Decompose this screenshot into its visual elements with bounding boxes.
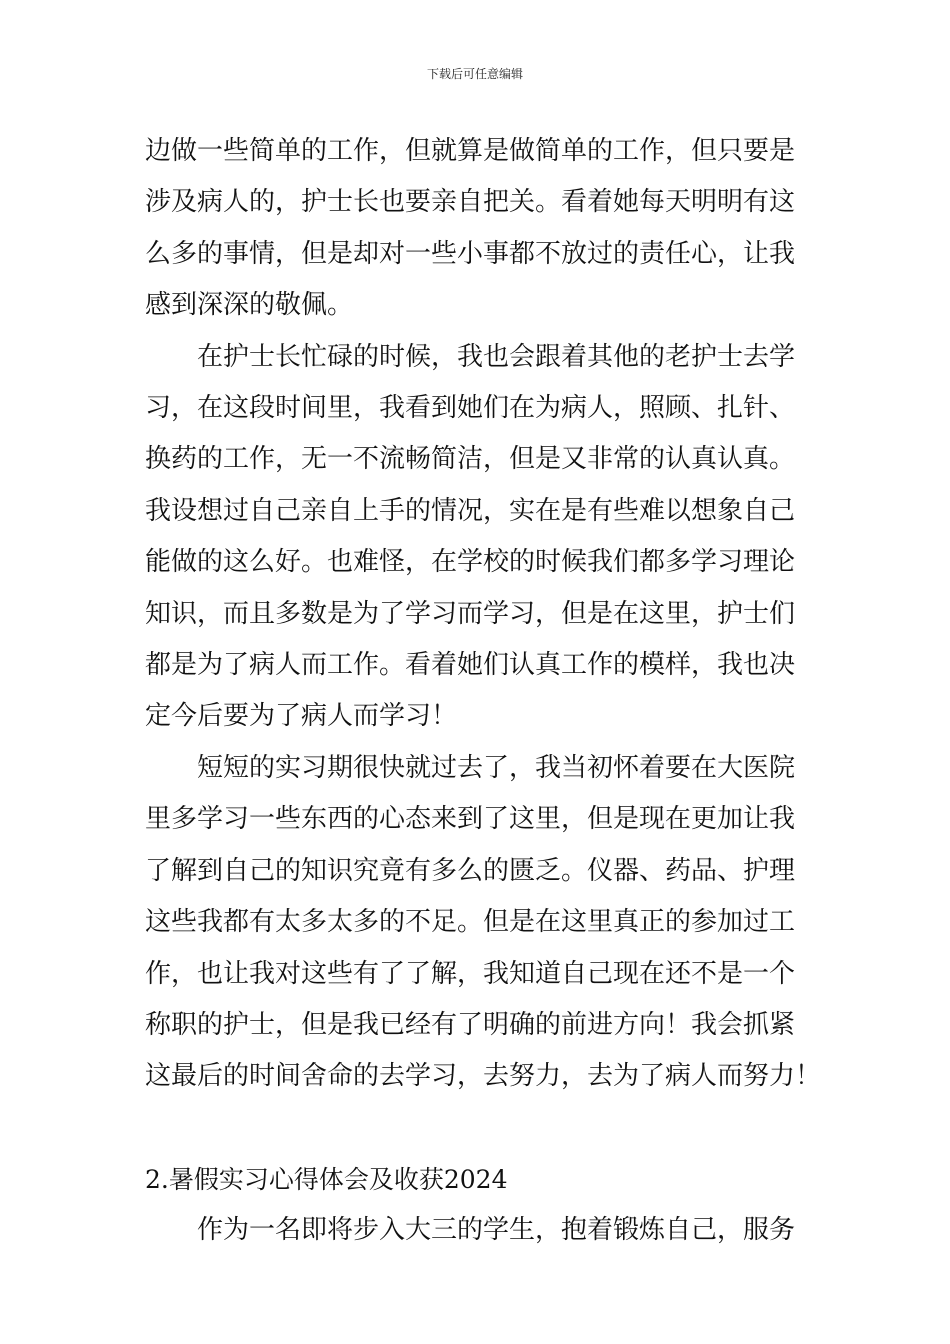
text-line: 了解到自己的知识究竟有多么的匮乏。仪器、药品、护理	[145, 855, 796, 886]
text-line: 作，也让我对这些有了了解，我知道自己现在还不是一个	[145, 958, 796, 989]
text-line: 称职的护士，但是我已经有了明确的前进方向！我会抓紧	[145, 1009, 796, 1040]
text-line: 涉及病人的，护士长也要亲自把关。看着她每天明明有这	[145, 187, 796, 218]
section-heading: 2.暑假实习心得体会及收获2024	[145, 1164, 508, 1194]
text-line: 短短的实习期很快就过去了，我当初怀着要在大医院	[197, 752, 796, 783]
text-line: 边做一些简单的工作，但就算是做简单的工作，但只要是	[145, 136, 796, 166]
text-line: 里多学习一些东西的心态来到了这里，但是现在更加让我	[145, 804, 796, 835]
text-line: 么多的事情，但是却对一些小事都不放过的责任心，让我	[145, 238, 796, 269]
text-line: 习，在这段时间里，我看到她们在为病人，照顾、扎针、	[145, 393, 796, 424]
paragraph-reflection	[145, 743, 822, 1103]
page-header-note: 下载后可任意编辑	[426, 67, 523, 81]
paragraph-continued	[145, 126, 810, 332]
text-line: 在护士长忙碌的时候，我也会跟着其他的老护士去学	[197, 341, 796, 372]
document-body	[145, 126, 822, 1257]
text-line: 能做的这么好。也难怪，在学校的时候我们都多学习理论	[145, 547, 796, 578]
text-line: 这些我都有太多太多的不足。但是在这里真正的参加过工	[145, 907, 796, 938]
text-line: 换药的工作，无一不流畅简洁，但是又非常的认真认真。	[145, 444, 796, 475]
text-line: 都是为了病人而工作。看着她们认真工作的模样，我也决	[145, 650, 796, 681]
text-line: 作为一名即将步入大三的学生，抱着锻炼自己，服务	[197, 1215, 796, 1246]
paragraph-learning	[145, 332, 810, 743]
text-line: 感到深深的敬佩。	[145, 290, 354, 321]
paragraph-section-intro	[145, 1205, 810, 1256]
text-line: 我设想过自己亲自上手的情况，实在是有些难以想象自己	[145, 495, 796, 526]
text-line: 知识，而且多数是为了学习而学习，但是在这里，护士们	[145, 598, 796, 629]
text-line: 这最后的时间舍命的去学习，去努力，去为了病人而努力！	[145, 1061, 822, 1092]
text-line: 定今后要为了病人而学习！	[145, 701, 458, 732]
